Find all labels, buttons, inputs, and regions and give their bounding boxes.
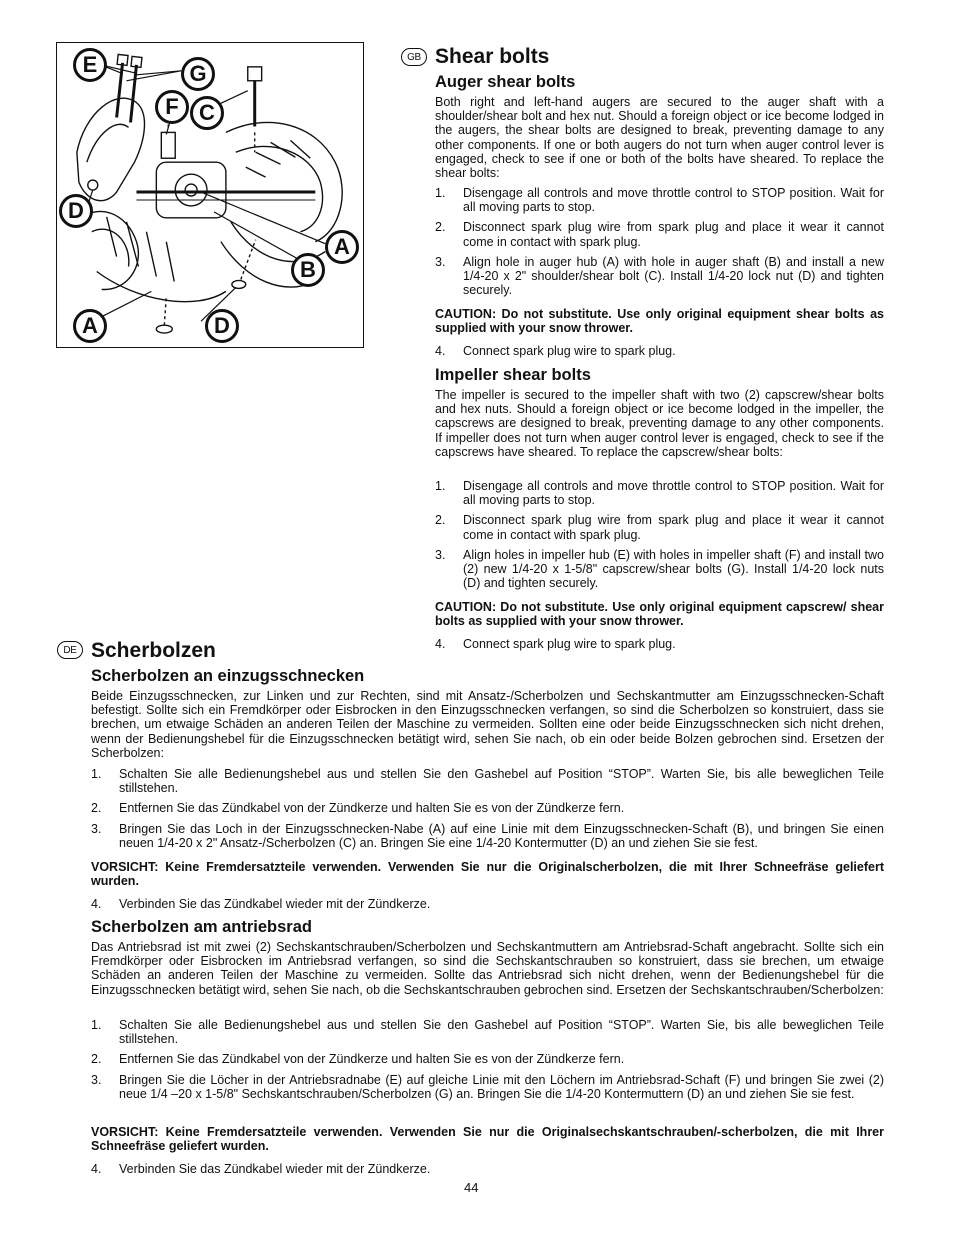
de-auger-heading: Scherbolzen an einzugsschnecken [91,667,365,685]
list-item: 2. Entfernen Sie das Zündkabel von der Zündkerze und halten Sie es von der Zündkerze fern. [91,1052,625,1067]
figure-label-b: B [291,253,325,287]
list-item: 3. Bringen Sie die Löcher in der Antriebsradnabe (E) auf gleiche Linie mit den Löchern im Antriebsrad-Schaft (F) und bringen Sie zwei (2) neue 1/4 –20 x 1-5/8" Sechskantschrauben/Scherbolzen (G) an. Bringen Sie die 1/4-20 Kontermuttern (D) an und ziehen Sie sie fest. [91,1072,884,1101]
list-item: 1. Schalten Sie alle Bedienungshebel aus und stellen Sie den Gashebel auf Position “STOP”. Warten Sie, bis alle beweglichen Teile stillstehen. [91,767,884,796]
gb-language-badge: GB [401,48,427,66]
gb-impeller-intro: The impeller is secured to the impeller shaft with two (2) capscrew/shear bolts and hex nuts. Should a foreign object or ice become lodged in the impeller, the capscrews are designed to break, preventing damage to any other components. If impeller does not turn when auger control lever is engaged, check to see if the capscrews have sheared. To replace the capscrew/shear bolts: [435,388,884,459]
gb-impeller-step-4 [435,637,884,657]
gb-impeller-heading: Impeller shear bolts [435,366,591,384]
list-item: 1. Schalten Sie alle Bedienungshebel aus und stellen Sie den Gashebel auf Position “STOP”. Warten Sie, bis alle beweglichen Teile stillstehen. [91,1018,884,1047]
de-auger-intro: Beide Einzugsschnecken, zur Linken und zur Rechten, sind mit Ansatz-/Scherbolzen und Sechskantmutter am Einzugsschnecken-Schaft befestigt. Sollte sich ein Fremdkörper oder Eisbrocken in den Einzugsschnecken verfangen, so sind die Scherbolzen so konstruiert, dass sie brechen, um etwaige Schäden an anderen Teilen der Maschine zu vermeiden. Sollten eine oder beide Einzugsschnecken sich nicht drehen, wenn der Bedienungshebel für die Einzugsschnecken betätigt wird, sehen Sie nach, ob ein oder beide Bolzen gebrochen sind. Ersetzen der Scherbolzen: [91,689,884,760]
figure-label-d: D [59,194,93,228]
figure-label-d-lower: D [205,309,239,343]
gb-auger-step-4 [435,344,884,364]
de-auger-caution: VORSICHT: Keine Fremdersatzteile verwenden. Verwenden Sie nur die Originalscherbolzen, die mit Ihrer Schneefräse geliefert wurden. [91,860,884,889]
list-item: 1. Disengage all controls and move throttle control to STOP position. Wait for all moving parts to stop. [435,186,884,215]
gb-auger-caution: CAUTION: Do not substitute. Use only original equipment shear bolts as supplied with your snow thrower. [435,307,884,336]
gb-impeller-steps [435,479,884,596]
figure-label-c: C [190,96,224,130]
de-impeller-heading: Scherbolzen am antriebsrad [91,918,312,936]
list-item: 4. Verbinden Sie das Zündkabel wieder mit der Zündkerze. [91,1162,431,1176]
de-auger-steps [91,767,884,856]
de-auger-step-4 [91,897,884,917]
page-number: 44 [464,1180,479,1195]
de-impeller-steps [91,1018,884,1107]
figure-label-a: A [325,230,359,264]
figure-label-f: F [155,90,189,124]
figure-label-g: G [181,57,215,91]
list-item: 4. Verbinden Sie das Zündkabel wieder mit der Zündkerze. [91,897,431,911]
list-item: 1. Disengage all controls and move throttle control to STOP position. Wait for all moving parts to stop. [435,479,884,508]
gb-auger-heading: Auger shear bolts [435,73,576,91]
list-item: 3. Bringen Sie das Loch in der Einzugsschnecken-Nabe (A) auf eine Linie mit dem Einzugsschnecken-Schaft (B), und bringen Sie einen neuen 1/4-20 x 2" Ansatz-/Scherbolzen (C) an. Bringen Sie eine 1/4-20 Kontermutter (D) an und ziehen Sie sie fest. [91,821,884,850]
list-item: 3. Align holes in impeller hub (E) with holes in impeller shaft (F) and install two (2) new 1/4-20 x 1-5/8" capscrew/shear bolts (G). Install 1/4-20 lock nuts (D) and tighten securely. [435,547,884,591]
shear-bolt-diagram [56,42,364,348]
figure-label-e: E [73,48,107,82]
de-impeller-intro: Das Antriebsrad ist mit zwei (2) Sechskantschrauben/Scherbolzen und Sechskantmuttern am Antriebsrad-Schaft angebracht. Sollte sich ein Fremdkörper oder Eisbrocken im Antriebsrad verfangen, so sind die Sechskantschrauben so konstruiert, dass sie brechen, um etwaige Schäden an anderen Teilen der Maschine zu vermeiden. Sollte das Antriebsrad sich nicht drehen, wenn der Bedienungshebel für die Einzugsschnecken betätigt wird, sehen Sie nach, ob die Sechskantschrauben gebrochen sind. Ersetzen der Sechskantschrauben/Scherbolzen: [91,940,884,997]
auger-assembly-illustration [57,43,363,347]
list-item: 3. Align hole in auger hub (A) with hole in auger shaft (B) and install a new 1/4-20 x 2" shoulder/shear bolt (C). Install 1/4-20 lock nut (D) and tighten securely. [435,254,884,298]
list-item: 4. Connect spark plug wire to spark plug. [435,637,676,651]
de-language-badge: DE [57,641,83,659]
gb-auger-intro: Both right and left-hand augers are secured to the auger shaft with a shoulder/shear bolt and hex nut. Should a foreign object or ice become lodged in the augers, the shear bolts are designed to break, preventing damage to any other components. If one or both augers do not turn when auger control lever is engaged, check to see if one or both of the bolts have sheared. To replace the shear bolts: [435,95,884,181]
gb-impeller-caution: CAUTION: Do not substitute. Use only original equipment capscrew/ shear bolts as supplied with your snow thrower. [435,600,884,629]
de-section-title: Scherbolzen [91,639,216,662]
gb-auger-steps [435,186,884,303]
list-item: 4. Connect spark plug wire to spark plug. [435,344,676,358]
list-item: 2. Disconnect spark plug wire from spark plug and place it wear it cannot come in contact with spark plug. [435,513,884,542]
figure-label-a-lower: A [73,309,107,343]
de-impeller-caution: VORSICHT: Keine Fremdersatzteile verwenden. Verwenden Sie nur die Originalsechskantschrauben/-scherbolzen, die mit Ihrer Schneefräse geliefert wurden. [91,1125,884,1154]
list-item: 2. Disconnect spark plug wire from spark plug and place it wear it cannot come in contact with spark plug. [435,220,884,249]
de-impeller-step-4 [91,1162,884,1182]
gb-section-title: Shear bolts [435,45,550,68]
list-item: 2. Entfernen Sie das Zündkabel von der Zündkerze und halten Sie es von der Zündkerze fern. [91,801,625,816]
